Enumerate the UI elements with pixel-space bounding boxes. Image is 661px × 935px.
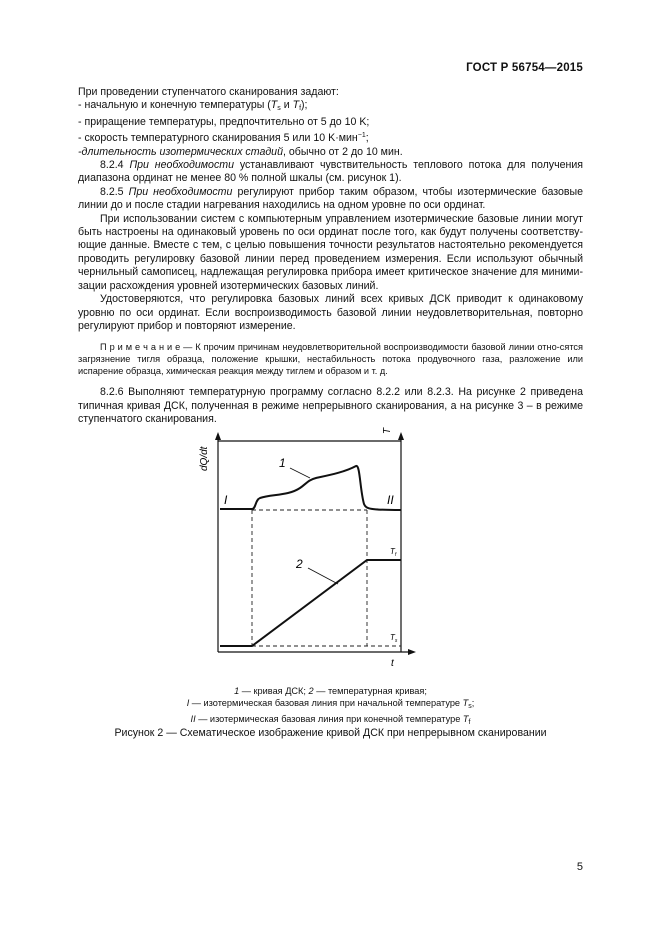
italic-text: При необходимости: [129, 159, 234, 172]
list-item: [78, 129, 583, 145]
legend-text: — изотермическая базовая линия при конечной температуре: [195, 714, 463, 724]
legend-number: 1: [234, 686, 240, 696]
paragraph-8-2-5: [78, 186, 583, 213]
legend-text: — изотермическая базовая линия при начальной температуре: [189, 698, 463, 708]
paragraph-8-2-6: 8.2.6 Выполняют температурную программу согласно 8.2.2 или 8.2.3. На рисунке 2 приведена типичная кривая ДСК, полученная в режиме непрерывного сканирования, а на рисунке 3 – в режиме ступенчатого сканирования.: [78, 386, 583, 426]
y-right-axis-label: T: [382, 427, 393, 434]
subscript: s: [277, 105, 281, 113]
list-text: - скорость температурного сканирования 5 или 10 K·мин: [78, 132, 358, 145]
italic-text: -длительность изотермических стадий: [78, 145, 283, 158]
paragraph-text: регулируют прибор таким образом, чтобы изотермические базовые линии до и после стадии нагревания находились на одном уровне по оси ординат.: [78, 185, 583, 212]
right-axis-arrow: [398, 432, 404, 440]
list-text: ;: [365, 132, 369, 145]
paragraph-computer-systems: При использовании систем с компьютерным управлением изотермические базовые линии могут быть настроены на одинаковый уровень по оси ординат после того, как будут получены соответству-ющие данные. Вместе с тем, с целью повышения точности результатов настоятельно рекомендуется проводить регулировку базовой линии перед проведением измерения. Если используют обычный чернильный самописец, надлежащая регулировка прибора имеет критическое значение для миними-зации расхождения уровней изотермических базовых линий.: [78, 212, 583, 292]
paragraph-8-2-4: [78, 159, 583, 186]
left-axis-arrow: [215, 432, 221, 440]
legend-subscript: f: [468, 719, 471, 726]
legend-text: ;: [471, 698, 475, 708]
x-axis-label: t: [391, 658, 394, 669]
legend-var: T: [462, 714, 469, 724]
ts-label: [390, 633, 398, 644]
body-text: [78, 86, 583, 427]
var-t: T: [292, 99, 300, 112]
list-text: );: [301, 99, 308, 112]
superscript: −1: [357, 132, 366, 140]
list-item: [78, 146, 583, 159]
dsc-figure: [190, 420, 420, 670]
legend-number: 2: [308, 686, 314, 696]
curve2-label: 2: [296, 557, 303, 571]
dsc-curve: [220, 466, 401, 510]
curve2-leader: [308, 568, 338, 584]
legend-number: I: [186, 698, 190, 708]
list-item: [78, 99, 583, 115]
baseline-start-label: I: [224, 493, 228, 507]
note-text: — К прочим причинам неудовлетворительной воспроизводимости базовой линии отно-сятся загрязнение тигля образца, положение крышки, нестабильность потока продувочного газа, разложение или испарение образца, химическая реакция между тиглем и образом и т. д.: [78, 342, 583, 377]
y-left-axis-label: dQ/dt: [199, 446, 210, 471]
list-text: и: [280, 99, 293, 112]
legend-text: — кривая ДСК;: [239, 686, 309, 696]
curve1-label: 1: [279, 456, 286, 470]
list-text: - начальную и конечную температуры (: [78, 99, 271, 112]
legend-line: [78, 697, 583, 713]
figure-title: Рисунок 2 — Схематическое изображение кривой ДСК при непрерывном сканировании: [114, 727, 547, 739]
list-text: , обычно от 2 до 10 мин.: [282, 145, 403, 158]
subscript: f: [299, 105, 302, 113]
note: [78, 341, 583, 377]
figure-legend: [78, 685, 583, 729]
note-label: П р и м е ч а н и е: [100, 342, 181, 353]
x-axis-arrow: [408, 649, 416, 655]
tf-var: T: [390, 547, 395, 556]
clause-number: 8.2.5: [100, 185, 129, 198]
intro-paragraph: При проведении ступенчатого сканирования задают:: [78, 86, 339, 98]
var-t: T: [270, 99, 278, 112]
legend-subscript: s: [468, 703, 472, 710]
curve1-leader: [290, 468, 310, 478]
ts-var: T: [390, 633, 395, 642]
baseline-end-label: II: [387, 493, 394, 507]
paragraph-verification: Удостоверяются, что регулировка базовых линий всех кривых ДСК приводит к одинаковому уровню по оси ординат. Если воспроизводимость базовой линии неудовлетворительная, повторно регулируют прибор и повторяют измерение.: [78, 293, 583, 332]
list-item: - приращение температуры, предпочтительно от 5 до 10 K;: [78, 115, 370, 128]
legend-line: [78, 685, 583, 697]
legend-text: — температурная кривая;: [313, 686, 427, 696]
ts-subscript: s: [394, 638, 398, 644]
legend-var: T: [462, 698, 469, 708]
tf-label: [390, 547, 397, 558]
paragraph-text: устанавливают чувствительность теплового потока для получения диапазона ординат не менее 80 % полной шкалы (см. рисунок 1).: [78, 159, 583, 185]
page-number: 5: [576, 861, 583, 873]
document-header: ГОСТ Р 56754—2015: [466, 62, 583, 74]
tf-subscript: f: [394, 552, 397, 558]
dsc-diagram: [190, 420, 420, 670]
clause-number: 8.2.4: [100, 159, 130, 172]
italic-text: При необходимости: [128, 185, 233, 198]
temperature-curve: [220, 560, 401, 646]
legend-number: II: [190, 714, 196, 724]
